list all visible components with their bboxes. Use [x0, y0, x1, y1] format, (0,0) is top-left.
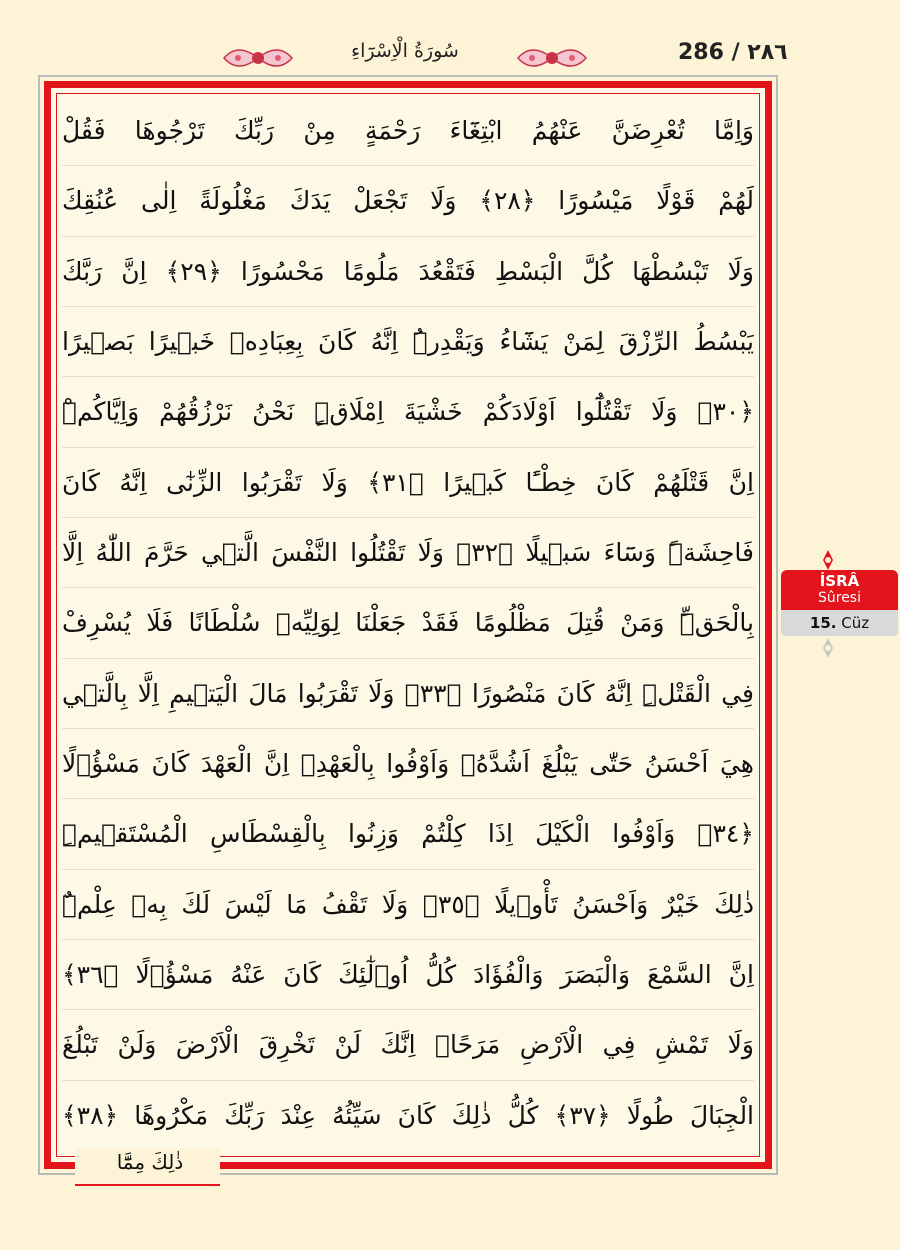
juz-tab — [781, 610, 898, 636]
side-ornament-top-icon — [816, 548, 840, 572]
text-line: وَلَا تَمْشِ فِي الْاَرْضِ مَرَحًاۚ اِنَّكَ لَنْ تَخْرِقَ الْاَرْضَ وَلَنْ تَبْلُغَ — [62, 1010, 754, 1080]
side-surah-name: İSRÂ — [819, 572, 860, 590]
text-line: ﴿٣٤﴾ وَاَوْفُوا الْكَيْلَ اِذَا كِلْتُمْ وَزِنُوا بِالْقِسْطَاسِ الْمُسْتَق۪يمِۜ — [62, 799, 754, 869]
text-line: يَبْسُطُ الرِّزْقَ لِمَنْ يَشَٓاءُ وَيَقْدِرُۜ اِنَّهُ كَانَ بِعِبَادِه۪ خَب۪يرًا بَص۪يرًا — [62, 307, 754, 377]
text-line: فِي الْقَتْلِۜ اِنَّهُ كَانَ مَنْصُورًا ﴿٣٣﴾ وَلَا تَقْرَبُوا مَالَ الْيَت۪يمِ اِلَّا بِالَّت۪ي — [62, 659, 754, 729]
surah-tab — [781, 570, 898, 610]
text-line: اِنَّ قَتْلَهُمْ كَانَ خِطْـًٔا كَب۪يرًا ﴿٣١﴾ وَلَا تَقْرَبُوا الزِّنٰٓى اِنَّهُ كَانَ — [62, 448, 754, 518]
catchword: ذٰلِكَ مِمَّٓا — [116, 1150, 184, 1174]
side-ornament-bottom-icon — [816, 636, 840, 660]
header-ornament-right-icon — [512, 38, 592, 78]
text-line: ذٰلِكَ خَيْرٌ وَاَحْسَنُ تَأْو۪يلًا ﴿٣٥﴾ وَلَا تَقْفُ مَا لَيْسَ لَكَ بِه۪ عِلْمٌۜ — [62, 870, 754, 940]
text-line: اِنَّ السَّمْعَ وَالْبَصَرَ وَالْفُؤَادَ كُلُّ اُو۬لٰٓئِكَ كَانَ عَنْهُ مَسْؤُ۫لًا ﴿٣٦﴾ — [62, 940, 754, 1010]
text-line: فَاحِشَةًۜ وَسَٓاءَ سَب۪يلًا ﴿٣٢﴾ وَلَا تَقْتُلُوا النَّفْسَ الَّت۪ي حَرَّمَ اللّٰهُ اِلَّا — [62, 518, 754, 588]
text-line: هِيَ اَحْسَنُ حَتّٰى يَبْلُغَ اَشُدَّهُۖ وَاَوْفُوا بِالْعَهْدِۚ اِنَّ الْعَهْدَ كَانَ مَسْؤُ۫لًا — [62, 729, 754, 799]
juz-label: Cüz — [841, 614, 870, 632]
quran-text — [62, 96, 754, 1150]
text-line: بِالْحَقِّۜ وَمَنْ قُتِلَ مَظْلُومًا فَقَدْ جَعَلْنَا لِوَلِيِّه۪ سُلْطَانًا فَلَا يُسْرِفْ — [62, 588, 754, 658]
text-line: لَهُمْ قَوْلًا مَيْسُورًا ﴿٢٨﴾ وَلَا تَجْعَلْ يَدَكَ مَغْلُولَةً اِلٰى عُنُقِكَ — [62, 166, 754, 236]
page-number: 286 / ٢٨٦ — [678, 40, 788, 65]
side-surah-label: Sûresi — [817, 590, 861, 606]
surah-title: سُورَةُ الْاِسْرَٓاءِ — [351, 40, 459, 62]
header-ornament-left-icon — [218, 38, 298, 78]
surah-juz-tab — [781, 570, 898, 636]
text-line: وَاِمَّا تُعْرِضَنَّ عَنْهُمُ ابْتِغَٓاءَ رَحْمَةٍ مِنْ رَبِّكَ تَرْجُوهَا فَقُلْ — [62, 96, 754, 166]
juz-number: 15. — [809, 614, 837, 632]
text-line: الْجِبَالَ طُولًا ﴿٣٧﴾ كُلُّ ذٰلِكَ كَانَ سَيِّئُهُ عِنْدَ رَبِّكَ مَكْرُوهًا ﴿٣٨﴾ — [62, 1100, 754, 1130]
text-line: ﴿٣٠﴾ وَلَا تَقْتُلُٓوا اَوْلَادَكُمْ خَشْيَةَ اِمْلَاقٍۜ نَحْنُ نَرْزُقُهُمْ وَاِيَّاكُمْۜ — [62, 377, 754, 447]
text-line: وَلَا تَبْسُطْهَا كُلَّ الْبَسْطِ فَتَقْعُدَ مَلُومًا مَحْسُورًا ﴿٢٩﴾ اِنَّ رَبَّكَ — [62, 237, 754, 307]
